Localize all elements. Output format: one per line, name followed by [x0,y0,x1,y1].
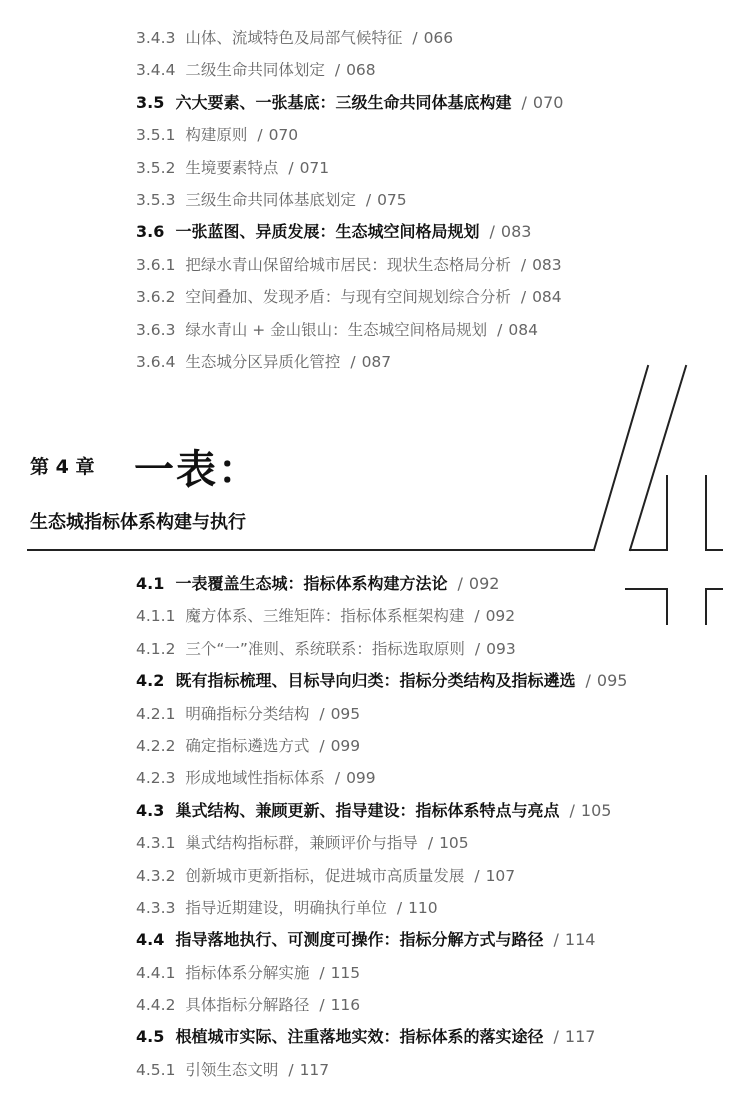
toc-entry-number: 4.3.2 [136,866,176,885]
toc-entry-separator: / [497,320,503,339]
toc-entry-number: 4.1.2 [136,639,176,658]
toc-section-entry [136,795,627,827]
toc-entry-title: 指导近期建设，明确执行单位 [185,898,387,917]
toc-entry-page: 099 [346,769,376,788]
toc-entry-page: 114 [564,930,596,950]
toc-section-entry [136,87,563,119]
toc-entry-number: 4.4.2 [136,996,176,1015]
toc-entry-page: 115 [330,963,361,982]
toc-entry-title: 具体指标分解路径 [185,996,310,1015]
toc-entry-number: 3.5.3 [136,190,176,209]
toc-section-entry [136,924,627,956]
toc-entry-title: 根植城市实际、注重落地实效：指标体系的落实途径 [175,1027,544,1047]
toc-entry-number: 4.2.3 [136,769,176,788]
toc-entry-title: 山体、流域特色及局部气候特征 [185,29,403,47]
toc-entry-separator: / [319,736,325,755]
toc-entry-separator: / [288,1060,294,1079]
toc-section-entry [136,1021,627,1053]
toc-entry-separator: / [457,574,463,593]
toc-entry-number: 4.3.3 [136,898,176,917]
toc-entry-separator: / [288,158,294,177]
toc-entry-separator: / [365,190,372,209]
toc-entry-page: 066 [423,29,454,47]
toc-entry-number: 3.6.3 [136,320,176,339]
toc-entry-page: 087 [361,352,392,371]
toc-entry-separator: / [319,996,325,1015]
toc-entry-number: 3.4.4 [136,61,176,80]
toc-entry-separator: / [412,29,418,47]
chapter-title: 一表： [134,447,260,493]
toc-entry-page: 075 [377,190,407,209]
toc-entry-separator: / [257,126,263,145]
toc-list-chapter-4 [136,568,627,1086]
toc-entry-separator: / [474,607,480,626]
toc-entry-page: 117 [299,1060,330,1079]
toc-entry-page: 110 [408,898,438,917]
toc-entry-number: 3.6.1 [136,255,176,274]
toc-list-chapter-3 [136,22,563,378]
toc-entry-page: 116 [330,996,361,1015]
toc-entry-page: 105 [439,834,469,853]
toc-entry-page: 107 [485,866,516,885]
toc-entry-number: 3.6.4 [136,352,176,371]
toc-entry-number: 3.5 [136,92,165,112]
toc-entry-page: 070 [532,92,564,112]
toc-entry-title: 指导落地执行、可测度可操作：指标分解方式与路径 [175,930,544,950]
toc-entry-title: 引领生态文明 [185,1060,279,1079]
toc-entry-number: 4.4 [136,930,165,950]
toc-entry-separator: / [521,92,527,112]
toc-entry-number: 4.3 [136,800,165,820]
toc-entry-separator: / [520,288,527,307]
toc-entry-separator: / [319,963,325,982]
toc-subsection-entry [136,762,627,794]
toc-section-entry [136,665,627,697]
toc-entry-title: 明确指标分类结构 [185,704,310,723]
toc-entry-title: 生态城分区异质化管控 [185,352,341,371]
toc-subsection-entry [136,281,563,313]
toc-entry-number: 4.4.1 [136,963,176,982]
toc-subsection-entry [136,957,627,989]
toc-subsection-entry [136,22,563,54]
toc-subsection-entry [136,1054,627,1086]
toc-entry-page: 105 [580,800,612,820]
toc-subsection-entry [136,314,563,346]
toc-subsection-entry [136,54,563,86]
toc-section-entry [136,568,627,600]
toc-entry-page: 093 [486,639,516,658]
toc-entry-separator: / [585,671,591,691]
toc-entry-number: 4.2.1 [136,704,176,723]
toc-entry-title: 三级生命共同体基底划定 [185,190,356,209]
toc-entry-page: 070 [268,126,299,145]
toc-entry-number: 3.5.1 [136,126,176,145]
toc-entry-title: 形成地域性指标体系 [185,769,325,788]
toc-entry-title: 一表覆盖生态城：指标体系构建方法论 [175,574,448,593]
toc-subsection-entry [136,600,627,632]
toc-subsection-entry [136,730,627,762]
toc-entry-separator: / [334,61,341,80]
toc-entry-page: 084 [508,320,538,339]
toc-entry-title: 构建原则 [185,126,248,145]
toc-entry-separator: / [396,898,403,917]
toc-subsection-entry [136,184,563,216]
toc-entry-separator: / [474,866,480,885]
toc-entry-page: 083 [532,255,562,274]
toc-entry-title: 三个“一”准则、系统联系：指标选取原则 [185,639,465,658]
toc-entry-title: 绿水青山 + 金山银山：生态城空间格局规划 [185,320,488,339]
toc-entry-title: 巢式结构、兼顾更新、指导建设：指标体系特点与亮点 [175,800,560,820]
toc-entry-separator: / [569,800,575,820]
chapter-subtitle: 生态城指标体系构建与执行 [30,512,246,533]
toc-entry-number: 4.1.1 [136,607,176,626]
toc-entry-title: 把绿水青山保留给城市居民：现状生态格局分析 [185,255,511,274]
toc-subsection-entry [136,989,627,1021]
toc-entry-separator: / [474,639,481,658]
toc-entry-number: 3.5.2 [136,158,176,177]
toc-entry-separator: / [489,222,495,242]
toc-section-entry [136,216,563,248]
toc-entry-title: 创新城市更新指标，促进城市高质量发展 [185,866,465,885]
toc-entry-title: 一张蓝图、异质发展：生态城空间格局规划 [175,222,480,242]
toc-entry-number: 4.2 [136,671,165,691]
toc-subsection-entry [136,249,563,281]
toc-entry-page: 095 [596,671,628,691]
toc-entry-number: 4.2.2 [136,736,176,755]
toc-entry-page: 099 [330,736,361,755]
toc-entry-number: 4.1 [136,574,165,593]
toc-entry-title: 空间叠加、发现矛盾：与现有空间规划综合分析 [185,288,511,307]
toc-entry-page: 095 [330,704,361,723]
toc-entry-number: 4.5 [136,1027,165,1047]
toc-entry-title: 指标体系分解实施 [185,963,310,982]
toc-entry-page: 092 [485,607,516,626]
toc-entry-page: 068 [346,61,376,80]
toc-entry-separator: / [350,352,356,371]
toc-entry-title: 二级生命共同体划定 [185,61,325,80]
toc-subsection-entry [136,827,627,859]
toc-entry-number: 3.6 [136,222,165,242]
toc-subsection-entry [136,152,563,184]
toc-entry-title: 魔方体系、三维矩阵：指标体系框架构建 [185,607,465,626]
toc-entry-number: 4.3.1 [136,834,176,853]
toc-entry-title: 确定指标遴选方式 [185,736,310,755]
toc-entry-number: 3.6.2 [136,288,176,307]
toc-entry-page: 092 [468,574,500,593]
toc-subsection-entry [136,698,627,730]
toc-entry-title: 六大要素、一张基底：三级生命共同体基底构建 [175,92,512,112]
toc-subsection-entry [136,860,627,892]
toc-entry-page: 117 [564,1027,596,1047]
toc-subsection-entry [136,892,627,924]
toc-entry-number: 3.4.3 [136,29,176,47]
toc-entry-title: 既有指标梳理、目标导向归类：指标分类结构及指标遴选 [175,671,576,691]
toc-entry-page: 084 [532,288,562,307]
toc-entry-separator: / [427,834,434,853]
toc-entry-separator: / [319,704,325,723]
toc-entry-separator: / [553,930,559,950]
toc-subsection-entry [136,346,563,378]
toc-entry-separator: / [553,1027,559,1047]
toc-subsection-entry [136,119,563,151]
chapter-label: 第 4 章 [30,456,95,478]
toc-entry-page: 083 [500,222,532,242]
toc-entry-number: 4.5.1 [136,1060,176,1079]
toc-entry-separator: / [520,255,527,274]
toc-entry-separator: / [334,769,341,788]
toc-subsection-entry [136,633,627,665]
toc-entry-page: 071 [299,158,330,177]
toc-entry-title: 巢式结构指标群，兼顾评价与指导 [185,834,418,853]
toc-entry-title: 生境要素特点 [185,158,279,177]
